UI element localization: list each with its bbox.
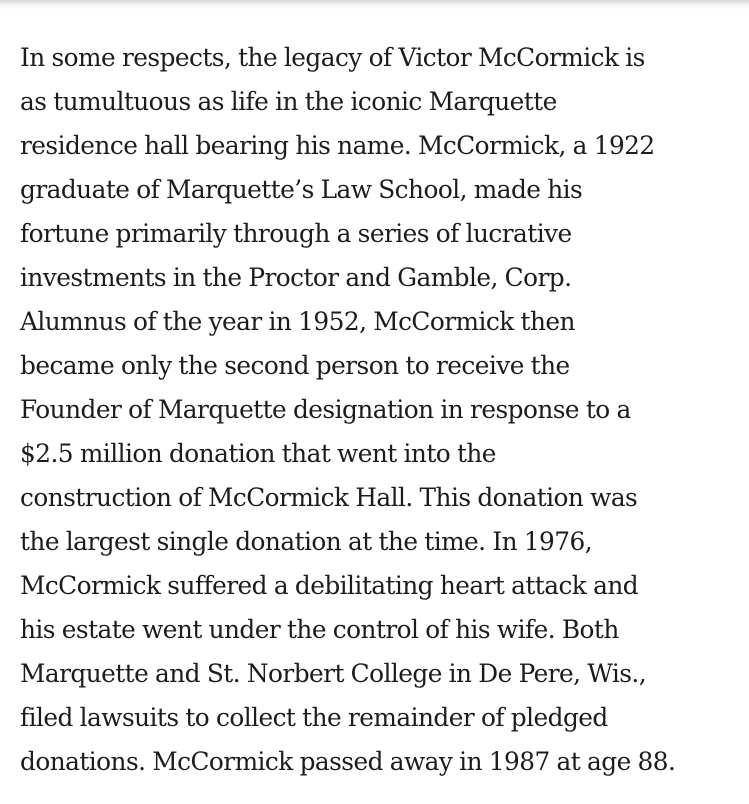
paragraph-line: graduate of Marquette’s Law School, made his [20,175,583,204]
paragraph-line: Marquette and St. Norbert College in De Pere, Wis., [20,659,647,688]
paragraph-line: as tumultuous as life in the iconic Marquette [20,87,557,116]
paragraph-line: Alumnus of the year in 1952, McCormick then [20,307,575,336]
article-paragraph [20,36,735,784]
paragraph-line: the largest single donation at the time. In 1976, [20,527,593,556]
paragraph-line: In some respects, the legacy of Victor McCormick is [20,43,645,72]
paragraph-line: became only the second person to receive the [20,351,570,380]
article-content [20,36,735,784]
paragraph-line: construction of McCormick Hall. This donation was [20,483,638,512]
paragraph-line: McCormick suffered a debilitating heart attack and [20,571,639,600]
paragraph-line: residence hall bearing his name. McCormick, a 1922 [20,131,655,160]
paragraph-line: filed lawsuits to collect the remainder of pledged [20,703,608,732]
paragraph-line: fortune primarily through a series of lucrative [20,219,572,248]
paragraph-line: $2.5 million donation that went into the [20,439,496,468]
paragraph-line: his estate went under the control of his wife. Both [20,615,619,644]
paragraph-line: donations. McCormick passed away in 1987 at age 88. [20,747,676,776]
top-bar-shadow [0,0,749,10]
paragraph-line: investments in the Proctor and Gamble, Corp. [20,263,572,292]
paragraph-line: Founder of Marquette designation in response to a [20,395,631,424]
